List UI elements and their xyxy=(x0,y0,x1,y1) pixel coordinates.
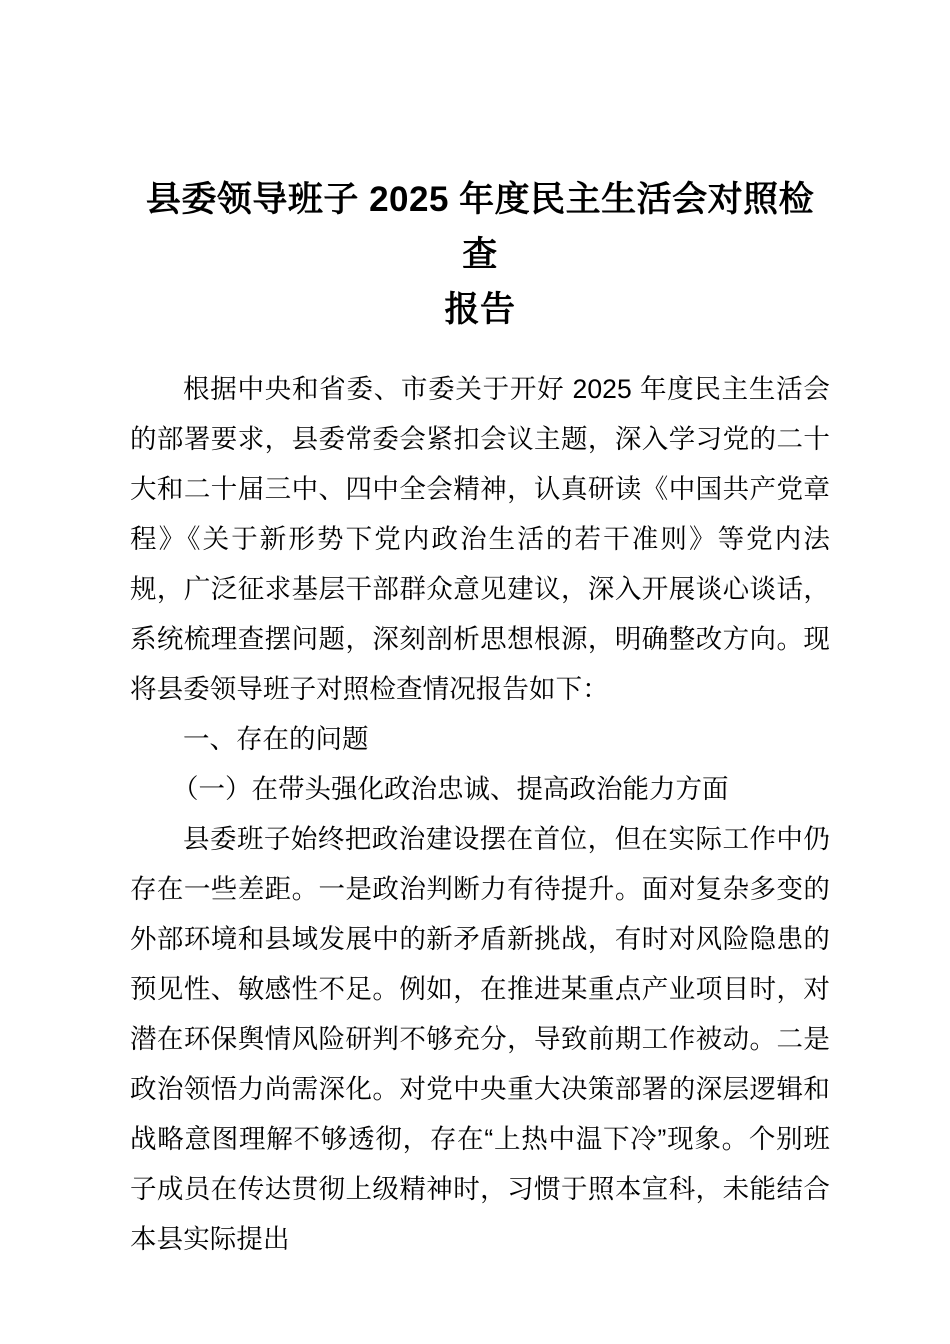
document-body xyxy=(130,0,830,1264)
page-title xyxy=(130,0,830,337)
page-title-line-2: 报告 xyxy=(444,290,516,329)
intro-paragraph: 根据中央和省委、市委关于开好 2025 年度民主生活会的部署要求，县委常委会紧扣会议主题，深入学习党的二十大和二十届三中、四中全会精神，认真研读《中国共产党章程》《关于新形势下党内政治生活的若干准则》等党内法规，广泛征求基层干部群众意见建议，深入开展谈心谈话，系统梳理查摆问题，深刻剖析思想根源，明确整改方向。现将县委领导班子对照检查情况报告如下： xyxy=(130,374,830,704)
subsection-body-political-loyalty: 县委班子始终把政治建设摆在首位，但在实际工作中仍存在一些差距。一是政治判断力有待提升。面对复杂多变的外部环境和县域发展中的新矛盾新挑战，有时对风险隐患的预见性、敏感性不足。例如，在推进某重点产业项目时，对潜在环保舆情风险研判不够充分，导致前期工作被动。二是政治领悟力尚需深化。对党中央重大决策部署的深层逻辑和战略意图理解不够透彻，存在“上热中温下冷”现象。个别班子成员在传达贯彻上级精神时，习惯于照本宣科，未能结合本县实际提出 xyxy=(130,824,830,1254)
section-heading-existing-problems: 一、存在的问题 xyxy=(183,724,369,754)
page-title-line-1: 县委领导班子 2025 年度民主生活会对照检查 xyxy=(145,180,815,274)
subsection-heading-political-loyalty: （一）在带头强化政治忠诚、提高政治能力方面 xyxy=(172,774,729,804)
